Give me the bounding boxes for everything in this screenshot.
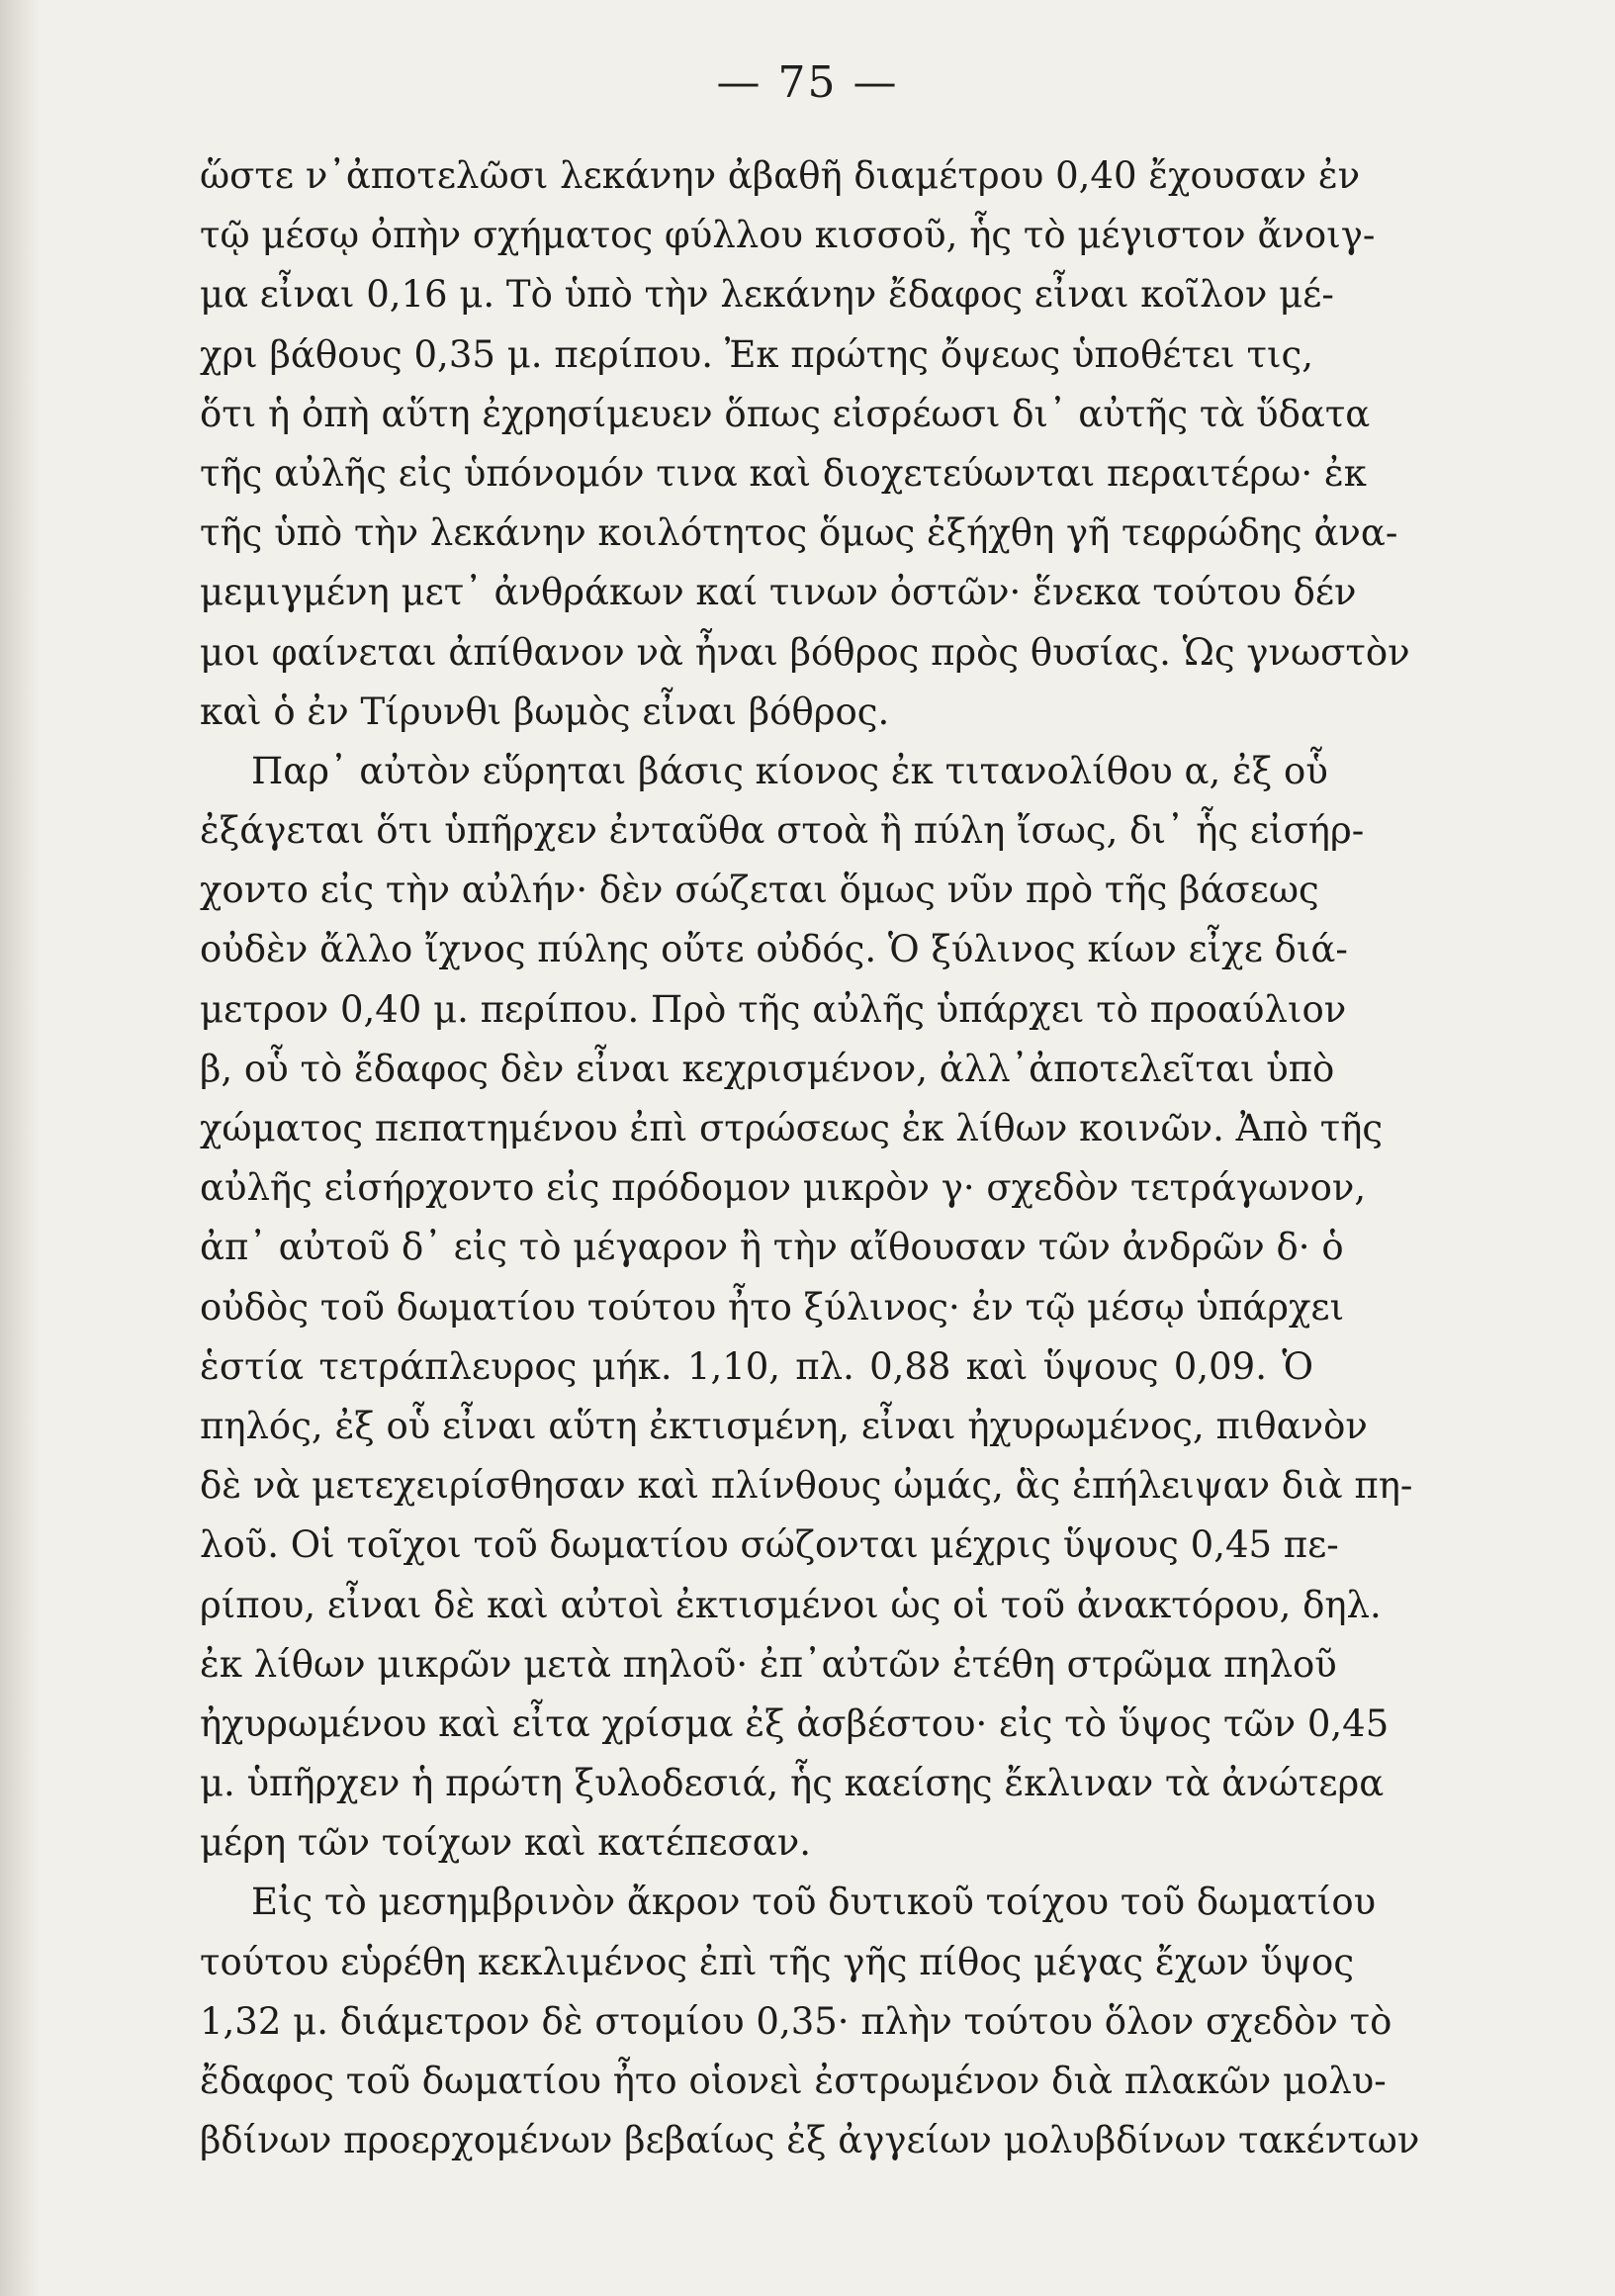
text-line: ἑστία τετράπλευρος μήκ. 1,10, πλ. 0,88 καὶ ὕψους 0,09. Ὁ — [200, 1344, 1313, 1388]
text-line: μετρον 0,40 μ. περίπου. Πρὸ τῆς αὐλῆς ὑπάρχει τὸ προαύλιον — [200, 987, 1347, 1031]
text-line: ἠχυρωμένου καὶ εἶτα χρίσμα ἐξ ἀσβέστου· εἰς τὸ ὕψος τῶν 0,45 — [200, 1701, 1390, 1745]
text-line: ἐκ λίθων μικρῶν μετὰ πηλοῦ· ἐπ᾿αὐτῶν ἐτέθη στρῶμα πηλοῦ — [200, 1642, 1337, 1686]
text-line: δὲ νὰ μετεχειρίσθησαν καὶ πλίνθους ὠμάς, ἃς ἐπήλειψαν διὰ πη- — [200, 1464, 1413, 1508]
text-line: τούτου εὑρέθη κεκλιμένος ἐπὶ τῆς γῆς πίθος μέγας ἔχων ὕψος — [200, 1940, 1355, 1983]
text-line: β, οὗ τὸ ἔδαφος δὲν εἶναι κεχρισμένον, ἀλλ᾿ἀποτελεῖται ὑπὸ — [200, 1047, 1335, 1090]
text-line: χώματος πεπατημένου ἐπὶ στρώσεως ἐκ λίθων κοινῶν. Ἀπὸ τῆς — [200, 1107, 1384, 1149]
text-line: οὐδὸς τοῦ δωματίου τούτου ἦτο ξύλινος· ἐν τῷ μέσῳ ὑπάρχει — [200, 1285, 1345, 1329]
text-line: Εἰς τὸ μεσημβρινὸν ἄκρον τοῦ δυτικοῦ τοίχου τοῦ δωματίου — [251, 1881, 1377, 1924]
text-line: ἔδαφος τοῦ δωματίου ἦτο οἱονεὶ ἐστρωμένον διὰ πλακῶν μολυ- — [200, 2060, 1387, 2102]
text-line: μα εἶναι 0,16 μ. Τὸ ὑπὸ τὴν λεκάνην ἔδαφος εἶναι κοῖλον μέ- — [200, 273, 1334, 317]
text-line: λοῦ. Οἱ τοῖχοι τοῦ δωματίου σώζονται μέχρις ὕψους 0,45 πε- — [200, 1523, 1339, 1567]
text-line: χρι βάθους 0,35 μ. περίπου. Ἐκ πρώτης ὄψεως ὑποθέτει τις, — [200, 332, 1313, 376]
text-line: χοντο εἰς τὴν αὐλήν· δὲν σώζεται ὅμως νῦν πρὸ τῆς βάσεως — [200, 869, 1319, 912]
text-line: τῆς αὐλῆς εἰς ὑπόνομόν τινα καὶ διοχετεύωνται περαιτέρω· ἐκ — [200, 451, 1367, 495]
text-line: τῷ μέσῳ ὀπὴν σχήματος φύλλου κισσοῦ, ἧς τὸ μέγιστον ἄνοιγ- — [200, 214, 1376, 257]
text-line: μοι φαίνεται ἀπίθανον νὰ ἦναι βόθρος πρὸς θυσίας. Ὡς γνωστὸν — [200, 630, 1410, 674]
page-edge-shadow — [0, 0, 40, 2296]
text-line: Παρ᾿ αὐτὸν εὕρηται βάσις κίονος ἐκ τιτανολίθου α, ἐξ οὗ — [251, 749, 1328, 792]
text-line: ὅτι ἡ ὀπὴ αὕτη ἐχρησίμευεν ὅπως εἰσρέωσι δι᾿ αὐτῆς τὰ ὕδατα — [200, 392, 1371, 435]
text-line: τῆς ὑπὸ τὴν λεκάνην κοιλότητος ὅμως ἐξήχθη γῆ τεφρώδης ἀνα- — [200, 511, 1398, 555]
body-text — [200, 146, 1420, 2170]
text-line: καὶ ὁ ἐν Τίρυνθι βωμὸς εἶναι βόθρος. — [200, 689, 890, 733]
text-line: βδίνων προερχομένων βεβαίως ἐξ ἀγγείων μολυβδίνων τακέντων — [200, 2119, 1420, 2162]
page-number: — 75 — — [716, 57, 899, 108]
text-line: ἐξάγεται ὅτι ὑπῆρχεν ἐνταῦθα στοὰ ἢ πύλη ἴσως, δι᾿ ἧς εἰσήρ- — [200, 809, 1365, 853]
text-line: μεμιγμένη μετ᾿ ἀνθράκων καί τινων ὀστῶν· ἕνεκα τούτου δέν — [200, 571, 1357, 614]
text-line: 1,32 μ. διάμετρον δὲ στομίου 0,35· πλὴν τούτου ὅλον σχεδὸν τὸ — [200, 1999, 1392, 2043]
text-line: μ. ὑπῆρχεν ἡ πρώτη ξυλοδεσιά, ἧς καείσης ἔκλιναν τὰ ἀνώτερα — [200, 1762, 1385, 1805]
text-line: αὐλῆς εἰσήρχοντο εἰς πρόδομον μικρὸν γ· σχεδὸν τετράγωνον, — [200, 1166, 1367, 1210]
text-line: μέρη τῶν τοίχων καὶ κατέπεσαν. — [200, 1821, 811, 1865]
text-line: ἀπ᾿ αὐτοῦ δ᾿ εἰς τὸ μέγαρον ἢ τὴν αἴθουσαν τῶν ἀνδρῶν δ· ὁ — [200, 1226, 1344, 1269]
text-line: ὥστε ν᾿ἀποτελῶσι λεκάνην ἀβαθῆ διαμέτρου 0,40 ἔχουσαν ἐν — [200, 154, 1361, 197]
text-line: ρίπου, εἶναι δὲ καὶ αὐτοὶ ἐκτισμένοι ὡς οἱ τοῦ ἀνακτόρου, δηλ. — [200, 1583, 1382, 1626]
text-line: πηλός, ἐξ οὗ εἶναι αὕτη ἐκτισμένη, εἶναι ἠχυρωμένος, πιθανὸν — [200, 1404, 1368, 1447]
text-line: οὐδὲν ἄλλο ἴχνος πύλης οὔτε οὐδός. Ὁ ξύλινος κίων εἶχε διά- — [200, 928, 1348, 971]
